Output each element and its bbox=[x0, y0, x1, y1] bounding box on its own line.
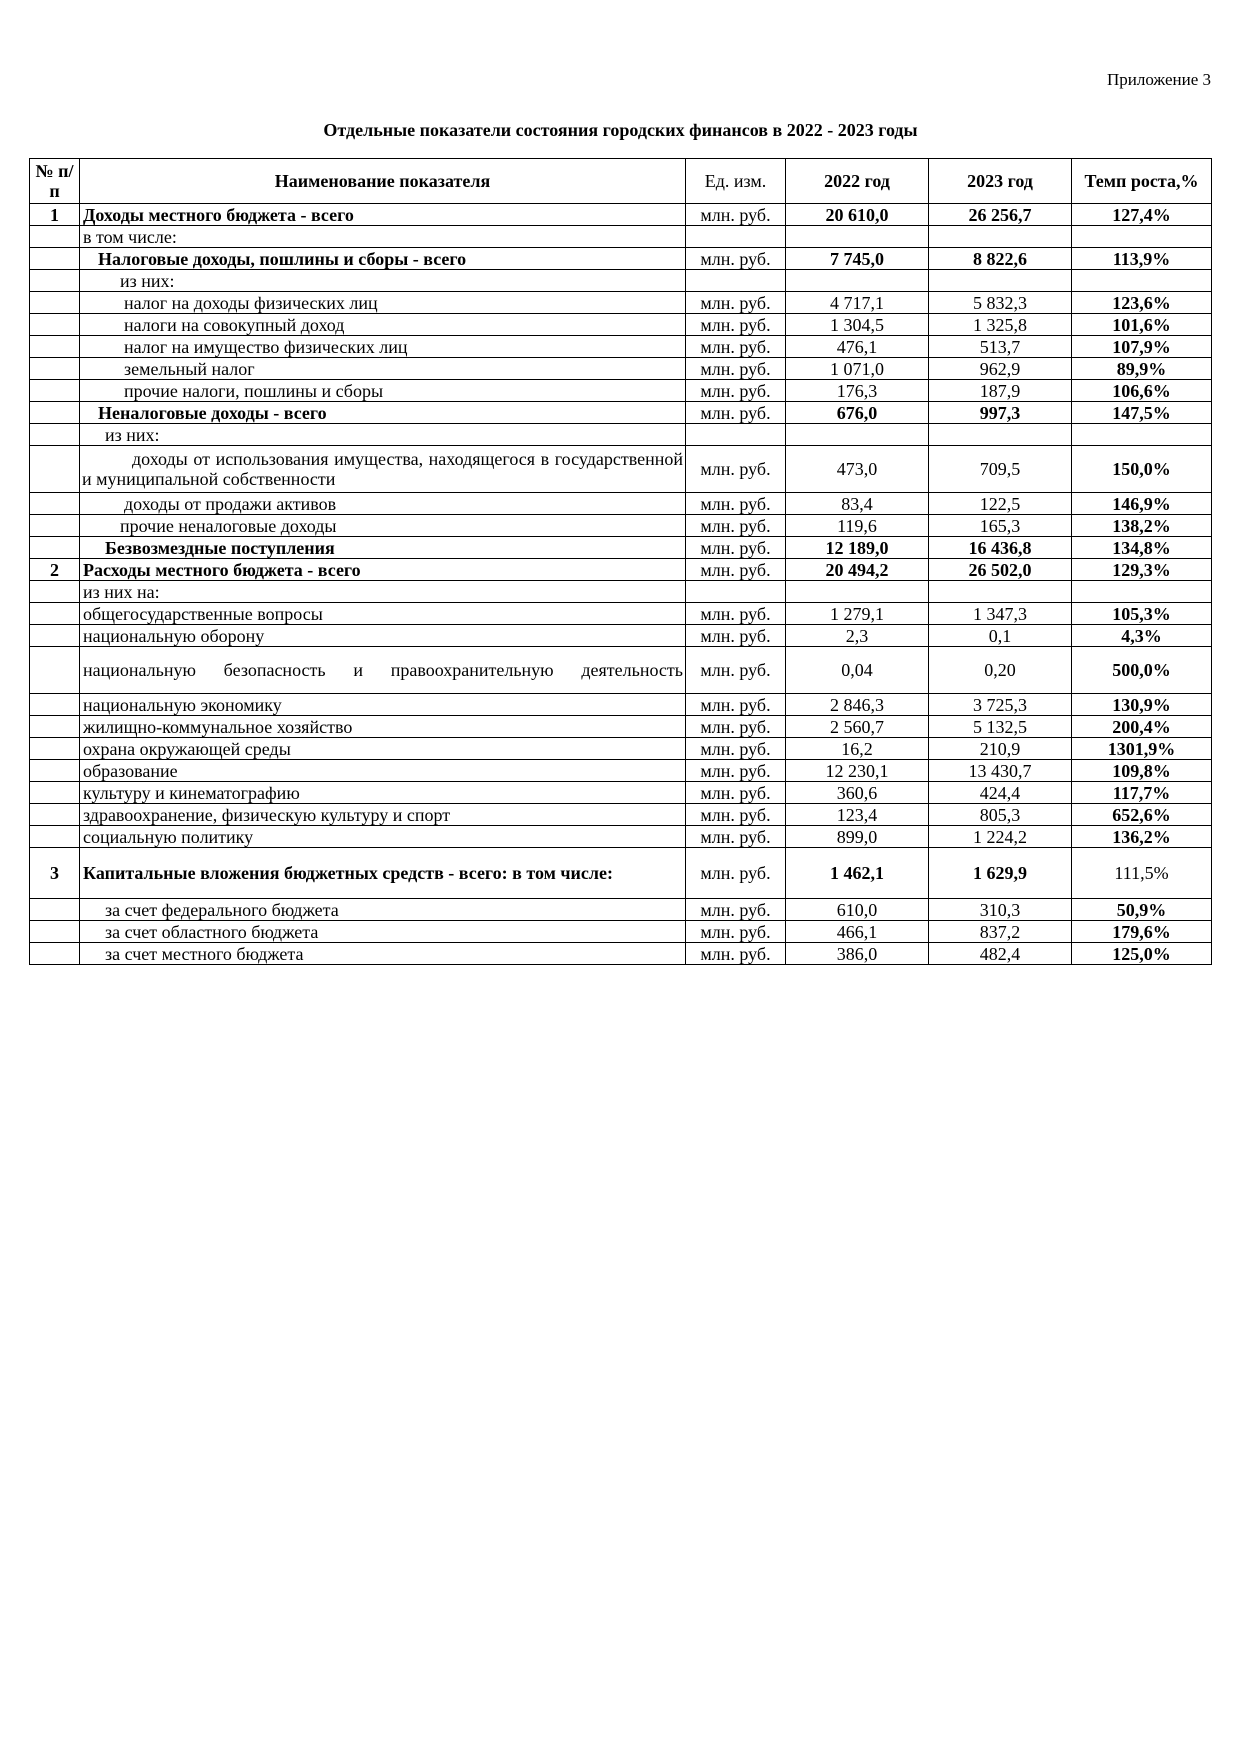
row-2022: 20 494,2 bbox=[786, 559, 929, 581]
row-unit: млн. руб. bbox=[686, 826, 786, 848]
row-rate: 123,6% bbox=[1072, 292, 1212, 314]
row-2023: 709,5 bbox=[929, 446, 1072, 493]
row-2022: 360,6 bbox=[786, 782, 929, 804]
row-2022 bbox=[786, 581, 929, 603]
table-row bbox=[30, 716, 1212, 738]
row-2022: 4 717,1 bbox=[786, 292, 929, 314]
row-2022: 83,4 bbox=[786, 493, 929, 515]
table-row bbox=[30, 380, 1212, 402]
row-unit: млн. руб. bbox=[686, 804, 786, 826]
row-2023: 837,2 bbox=[929, 921, 1072, 943]
row-num: 3 bbox=[30, 848, 80, 899]
row-rate: 179,6% bbox=[1072, 921, 1212, 943]
row-name: налог на имущество физических лиц bbox=[80, 336, 686, 358]
row-unit bbox=[686, 226, 786, 248]
row-2023: 8 822,6 bbox=[929, 248, 1072, 270]
row-unit bbox=[686, 581, 786, 603]
row-name: налоги на совокупный доход bbox=[80, 314, 686, 336]
header-name: Наименование показателя bbox=[80, 159, 686, 204]
table-row bbox=[30, 581, 1212, 603]
row-rate: 127,4% bbox=[1072, 204, 1212, 226]
row-rate: 136,2% bbox=[1072, 826, 1212, 848]
row-2022: 20 610,0 bbox=[786, 204, 929, 226]
table-row bbox=[30, 446, 1212, 493]
header-2022: 2022 год bbox=[786, 159, 929, 204]
row-name: Налоговые доходы, пошлины и сборы - всего bbox=[80, 248, 686, 270]
row-unit: млн. руб. bbox=[686, 603, 786, 625]
row-unit: млн. руб. bbox=[686, 899, 786, 921]
row-name: жилищно-коммунальное хозяйство bbox=[80, 716, 686, 738]
row-num bbox=[30, 380, 80, 402]
row-rate: 107,9% bbox=[1072, 336, 1212, 358]
row-name: налог на доходы физических лиц bbox=[80, 292, 686, 314]
row-2023: 210,9 bbox=[929, 738, 1072, 760]
header-unit: Ед. изм. bbox=[686, 159, 786, 204]
row-unit bbox=[686, 424, 786, 446]
table-row bbox=[30, 204, 1212, 226]
row-2022: 176,3 bbox=[786, 380, 929, 402]
finance-indicators-table bbox=[29, 158, 1212, 965]
header-rate: Темп роста,% bbox=[1072, 159, 1212, 204]
row-2023: 962,9 bbox=[929, 358, 1072, 380]
row-unit bbox=[686, 270, 786, 292]
row-num bbox=[30, 446, 80, 493]
table-row bbox=[30, 292, 1212, 314]
row-2023: 16 436,8 bbox=[929, 537, 1072, 559]
row-2022: 1 462,1 bbox=[786, 848, 929, 899]
page-title: Отдельные показатели состояния городских финансов в 2022 - 2023 годы bbox=[323, 120, 918, 140]
row-unit: млн. руб. bbox=[686, 402, 786, 424]
row-2023: 1 325,8 bbox=[929, 314, 1072, 336]
row-name: Неналоговые доходы - всего bbox=[80, 402, 686, 424]
row-num bbox=[30, 760, 80, 782]
row-name: в том числе: bbox=[80, 226, 686, 248]
row-name: национальную безопасность и правоохранительную деятельность bbox=[80, 647, 686, 694]
row-2022: 610,0 bbox=[786, 899, 929, 921]
row-unit: млн. руб. bbox=[686, 625, 786, 647]
table-row bbox=[30, 647, 1212, 694]
table-row bbox=[30, 314, 1212, 336]
row-2023: 3 725,3 bbox=[929, 694, 1072, 716]
row-unit: млн. руб. bbox=[686, 204, 786, 226]
row-rate: 134,8% bbox=[1072, 537, 1212, 559]
row-name: образование bbox=[80, 760, 686, 782]
row-rate: 130,9% bbox=[1072, 694, 1212, 716]
row-2023: 26 256,7 bbox=[929, 204, 1072, 226]
table-row bbox=[30, 226, 1212, 248]
row-num bbox=[30, 358, 80, 380]
row-name: национальную экономику bbox=[80, 694, 686, 716]
table-row bbox=[30, 694, 1212, 716]
row-unit: млн. руб. bbox=[686, 314, 786, 336]
row-2023: 165,3 bbox=[929, 515, 1072, 537]
row-unit: млн. руб. bbox=[686, 559, 786, 581]
row-num bbox=[30, 826, 80, 848]
row-name: общегосударственные вопросы bbox=[80, 603, 686, 625]
row-unit: млн. руб. bbox=[686, 358, 786, 380]
row-rate: 89,9% bbox=[1072, 358, 1212, 380]
row-num bbox=[30, 292, 80, 314]
table-row bbox=[30, 515, 1212, 537]
row-2022: 476,1 bbox=[786, 336, 929, 358]
row-num bbox=[30, 625, 80, 647]
row-2023 bbox=[929, 270, 1072, 292]
row-num bbox=[30, 647, 80, 694]
row-num bbox=[30, 899, 80, 921]
table-row bbox=[30, 921, 1212, 943]
row-num bbox=[30, 581, 80, 603]
row-2022 bbox=[786, 270, 929, 292]
row-num bbox=[30, 603, 80, 625]
row-2023: 187,9 bbox=[929, 380, 1072, 402]
header-2023: 2023 год bbox=[929, 159, 1072, 204]
row-unit: млн. руб. bbox=[686, 694, 786, 716]
row-2023: 805,3 bbox=[929, 804, 1072, 826]
row-name: культуру и кинематографию bbox=[80, 782, 686, 804]
table-row bbox=[30, 358, 1212, 380]
row-num: 1 bbox=[30, 204, 80, 226]
row-2022: 466,1 bbox=[786, 921, 929, 943]
table-row bbox=[30, 559, 1212, 581]
row-name: национальную оборону bbox=[80, 625, 686, 647]
row-rate: 111,5% bbox=[1072, 848, 1212, 899]
row-rate: 113,9% bbox=[1072, 248, 1212, 270]
row-rate: 101,6% bbox=[1072, 314, 1212, 336]
row-name: охрана окружающей среды bbox=[80, 738, 686, 760]
row-name: здравоохранение, физическую культуру и спорт bbox=[80, 804, 686, 826]
row-2023: 513,7 bbox=[929, 336, 1072, 358]
row-name: из них на: bbox=[80, 581, 686, 603]
row-name: за счет местного бюджета bbox=[80, 943, 686, 965]
row-num bbox=[30, 226, 80, 248]
row-2022 bbox=[786, 424, 929, 446]
row-rate: 117,7% bbox=[1072, 782, 1212, 804]
table-row bbox=[30, 270, 1212, 292]
row-name: Доходы местного бюджета - всего bbox=[80, 204, 686, 226]
row-2023: 1 224,2 bbox=[929, 826, 1072, 848]
row-2023: 122,5 bbox=[929, 493, 1072, 515]
table-row bbox=[30, 738, 1212, 760]
row-rate: 50,9% bbox=[1072, 899, 1212, 921]
row-2022: 1 279,1 bbox=[786, 603, 929, 625]
row-unit: млн. руб. bbox=[686, 537, 786, 559]
row-2023 bbox=[929, 581, 1072, 603]
row-2023: 5 832,3 bbox=[929, 292, 1072, 314]
row-num bbox=[30, 402, 80, 424]
table-row bbox=[30, 782, 1212, 804]
row-rate: 4,3% bbox=[1072, 625, 1212, 647]
row-unit: млн. руб. bbox=[686, 647, 786, 694]
row-unit: млн. руб. bbox=[686, 248, 786, 270]
row-num bbox=[30, 716, 80, 738]
row-2023: 1 629,9 bbox=[929, 848, 1072, 899]
row-rate: 146,9% bbox=[1072, 493, 1212, 515]
row-rate bbox=[1072, 270, 1212, 292]
row-2022: 16,2 bbox=[786, 738, 929, 760]
row-num bbox=[30, 248, 80, 270]
row-2023: 482,4 bbox=[929, 943, 1072, 965]
row-rate bbox=[1072, 581, 1212, 603]
row-2023: 26 502,0 bbox=[929, 559, 1072, 581]
row-rate: 1301,9% bbox=[1072, 738, 1212, 760]
row-rate: 109,8% bbox=[1072, 760, 1212, 782]
row-name: доходы от продажи активов bbox=[80, 493, 686, 515]
row-num bbox=[30, 943, 80, 965]
table-row bbox=[30, 625, 1212, 647]
row-rate: 138,2% bbox=[1072, 515, 1212, 537]
row-rate: 150,0% bbox=[1072, 446, 1212, 493]
row-unit: млн. руб. bbox=[686, 848, 786, 899]
row-num bbox=[30, 804, 80, 826]
row-name: из них: bbox=[80, 270, 686, 292]
row-2022: 2,3 bbox=[786, 625, 929, 647]
table-row bbox=[30, 493, 1212, 515]
row-2022: 119,6 bbox=[786, 515, 929, 537]
table-row bbox=[30, 402, 1212, 424]
appendix-label: Приложение 3 bbox=[1107, 70, 1211, 89]
row-2022: 2 560,7 bbox=[786, 716, 929, 738]
row-2022: 676,0 bbox=[786, 402, 929, 424]
row-2022: 1 304,5 bbox=[786, 314, 929, 336]
row-num bbox=[30, 782, 80, 804]
row-name: из них: bbox=[80, 424, 686, 446]
row-name: прочие неналоговые доходы bbox=[80, 515, 686, 537]
row-rate: 200,4% bbox=[1072, 716, 1212, 738]
row-name: Безвозмездные поступления bbox=[80, 537, 686, 559]
row-rate: 125,0% bbox=[1072, 943, 1212, 965]
table-row bbox=[30, 848, 1212, 899]
row-unit: млн. руб. bbox=[686, 782, 786, 804]
table-row bbox=[30, 826, 1212, 848]
row-2022: 12 189,0 bbox=[786, 537, 929, 559]
row-rate: 129,3% bbox=[1072, 559, 1212, 581]
row-rate: 106,6% bbox=[1072, 380, 1212, 402]
row-2023 bbox=[929, 226, 1072, 248]
row-num: 2 bbox=[30, 559, 80, 581]
table-row bbox=[30, 537, 1212, 559]
row-num bbox=[30, 694, 80, 716]
row-num bbox=[30, 270, 80, 292]
row-unit: млн. руб. bbox=[686, 380, 786, 402]
row-2022: 0,04 bbox=[786, 647, 929, 694]
row-rate: 500,0% bbox=[1072, 647, 1212, 694]
row-2023: 5 132,5 bbox=[929, 716, 1072, 738]
row-num bbox=[30, 921, 80, 943]
row-2023: 997,3 bbox=[929, 402, 1072, 424]
row-2022: 386,0 bbox=[786, 943, 929, 965]
row-2022: 7 745,0 bbox=[786, 248, 929, 270]
row-unit: млн. руб. bbox=[686, 716, 786, 738]
row-num bbox=[30, 314, 80, 336]
row-name: за счет областного бюджета bbox=[80, 921, 686, 943]
row-num bbox=[30, 424, 80, 446]
row-unit: млн. руб. bbox=[686, 446, 786, 493]
row-name: земельный налог bbox=[80, 358, 686, 380]
table-row bbox=[30, 804, 1212, 826]
header-num: № п/п bbox=[30, 159, 80, 204]
table-row bbox=[30, 943, 1212, 965]
row-rate: 147,5% bbox=[1072, 402, 1212, 424]
row-num bbox=[30, 515, 80, 537]
row-unit: млн. руб. bbox=[686, 336, 786, 358]
row-rate bbox=[1072, 424, 1212, 446]
row-num bbox=[30, 537, 80, 559]
row-unit: млн. руб. bbox=[686, 760, 786, 782]
table-row bbox=[30, 424, 1212, 446]
row-2023: 0,1 bbox=[929, 625, 1072, 647]
table-row bbox=[30, 899, 1212, 921]
row-2022: 12 230,1 bbox=[786, 760, 929, 782]
row-name: прочие налоги, пошлины и сборы bbox=[80, 380, 686, 402]
row-2023: 13 430,7 bbox=[929, 760, 1072, 782]
row-name: социальную политику bbox=[80, 826, 686, 848]
row-unit: млн. руб. bbox=[686, 921, 786, 943]
table-row bbox=[30, 760, 1212, 782]
row-unit: млн. руб. bbox=[686, 515, 786, 537]
row-2023 bbox=[929, 424, 1072, 446]
row-name: Капитальные вложения бюджетных средств - всего: в том числе: bbox=[80, 848, 686, 899]
row-unit: млн. руб. bbox=[686, 738, 786, 760]
row-2023: 310,3 bbox=[929, 899, 1072, 921]
row-2022 bbox=[786, 226, 929, 248]
row-2023: 1 347,3 bbox=[929, 603, 1072, 625]
row-name: за счет федерального бюджета bbox=[80, 899, 686, 921]
table-row bbox=[30, 248, 1212, 270]
row-unit: млн. руб. bbox=[686, 292, 786, 314]
row-num bbox=[30, 336, 80, 358]
row-2022: 1 071,0 bbox=[786, 358, 929, 380]
row-rate: 652,6% bbox=[1072, 804, 1212, 826]
row-2023: 424,4 bbox=[929, 782, 1072, 804]
row-rate bbox=[1072, 226, 1212, 248]
row-unit: млн. руб. bbox=[686, 943, 786, 965]
row-rate: 105,3% bbox=[1072, 603, 1212, 625]
row-2022: 899,0 bbox=[786, 826, 929, 848]
row-num bbox=[30, 493, 80, 515]
row-unit: млн. руб. bbox=[686, 493, 786, 515]
row-name: доходы от использования имущества, находящегося в государственной и муниципальной собственности bbox=[80, 446, 686, 493]
table-header-row bbox=[30, 159, 1212, 204]
row-2022: 123,4 bbox=[786, 804, 929, 826]
table-row bbox=[30, 336, 1212, 358]
table-row bbox=[30, 603, 1212, 625]
row-2022: 473,0 bbox=[786, 446, 929, 493]
row-num bbox=[30, 738, 80, 760]
row-name: Расходы местного бюджета - всего bbox=[80, 559, 686, 581]
row-2022: 2 846,3 bbox=[786, 694, 929, 716]
row-2023: 0,20 bbox=[929, 647, 1072, 694]
